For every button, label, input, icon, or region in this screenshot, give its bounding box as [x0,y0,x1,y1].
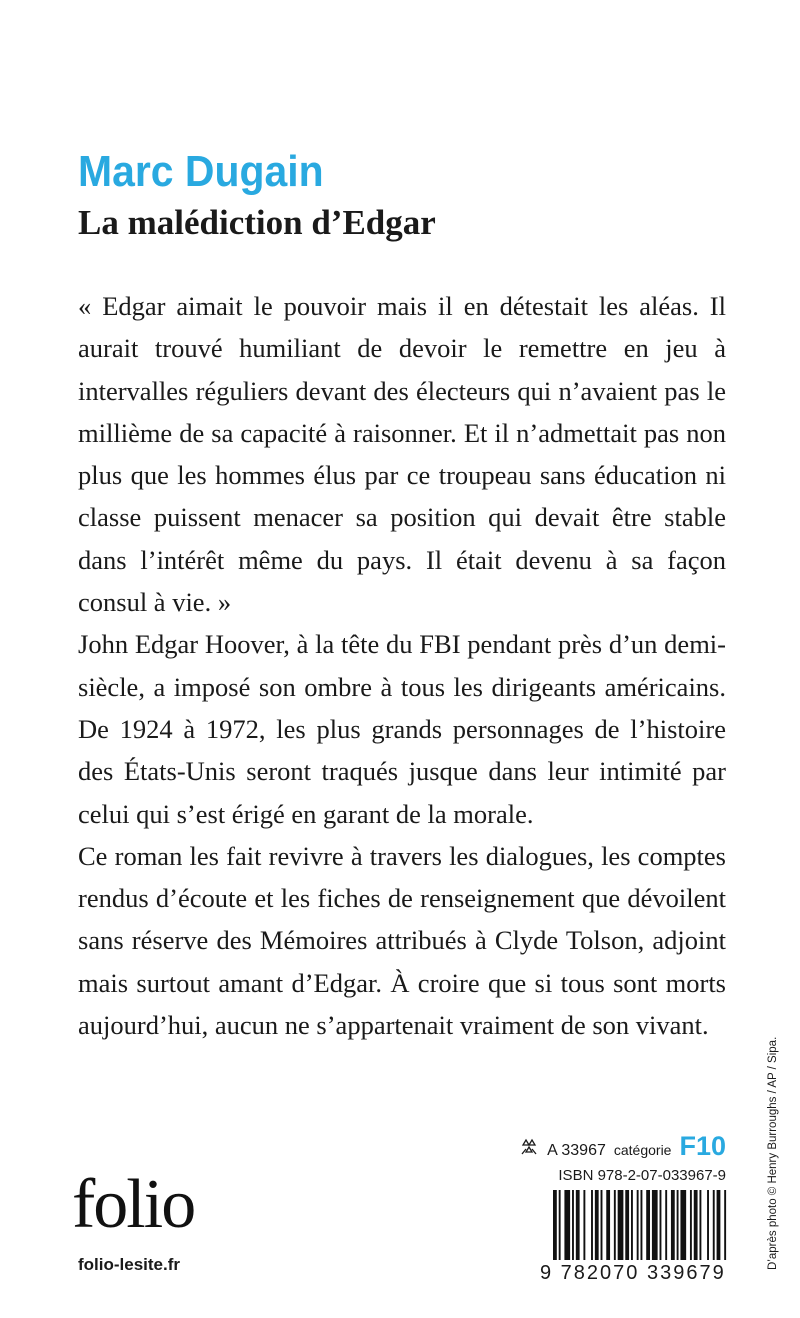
barcode-bar [713,1190,715,1260]
barcode-bar [595,1190,599,1260]
barcode-bar [625,1190,629,1260]
barcode-bar [631,1190,633,1260]
barcode-bar [652,1190,658,1260]
barcode [553,1190,728,1260]
photo-credit: D’après photo © Henry Burroughs / AP / Sipa. [767,1036,779,1270]
barcode-bar [671,1190,675,1260]
barcode-bar [660,1190,662,1260]
barcode-bar [583,1190,585,1260]
back-cover-blurb [78,285,726,1046]
book-title: La malédiction d’Edgar [78,203,436,242]
barcode-bar [646,1190,650,1260]
barcode-bar [559,1190,561,1260]
barcode-bar [572,1190,574,1260]
catalog-reference: A 33967 [547,1142,606,1159]
barcode-digits: 9 782070 339679 [540,1262,726,1284]
blurb-quote: « Edgar aimait le pouvoir mais il en détestait les aléas. Il aurait trouvé humiliant de devoir le remettre en jeu à intervalles réguliers devant des électeurs qui n’avaient pas le millième de sa capacité à raisonner. Et il n’admettait pas non plus que les hommes élus par ce troupeau sans éducation ni classe puissent menacer sa position qui devait être stable dans l’intérêt même du pays. Il était devenu à sa façon consul à vie. » [78,291,726,618]
barcode-bar [591,1190,593,1260]
barcode-bar [717,1190,721,1260]
barcode-bar [614,1190,616,1260]
category-code: F10 [679,1131,726,1161]
barcode-bar [694,1190,698,1260]
recycle-icon [519,1137,539,1157]
barcode-bar [690,1190,692,1260]
author-name: Marc Dugain [78,147,324,196]
barcode-bar [637,1190,639,1260]
barcode-bar [724,1190,726,1260]
isbn-number: ISBN 978-2-07-033967-9 [558,1167,726,1184]
barcode-bar [680,1190,686,1260]
barcode-bar [641,1190,643,1260]
category-label: catégorie [613,1142,672,1158]
blurb-paragraph: John Edgar Hoover, à la tête du FBI pendant près d’un demi-siècle, a imposé son ombre à tous les dirigeants américains. De 1924 à 1972, les plus grands personnages de l’histoire des États-Unis seront traqués jusque dans leur intimité par celui qui s’est érigé en garant de la morale. [78,629,726,829]
barcode-bar [606,1190,610,1260]
blurb-paragraph: Ce roman les fait revivre à travers les dialogues, les comptes rendus d’écoute et les fiches de renseignement que dévoilent sans réserve des Mémoires attribués à Clyde Tolson, adjoint mais surtout amant d’Edgar. À croire que si tous sont morts aujourd’hui, aucun ne s’appartenait vraiment de son vivant. [78,840,726,1041]
barcode-bar [601,1190,603,1260]
barcode-bar [553,1190,557,1260]
catalog-code-line [519,1133,726,1160]
barcode-bar [665,1190,667,1260]
barcode-bar [707,1190,709,1260]
barcode-bar [564,1190,570,1260]
publisher-website: folio-lesite.fr [78,1255,181,1274]
barcode-bar [699,1190,701,1260]
barcode-bar [576,1190,580,1260]
barcode-bar [677,1190,679,1260]
publisher-logo: folio [72,1166,195,1243]
barcode-bar [618,1190,624,1260]
